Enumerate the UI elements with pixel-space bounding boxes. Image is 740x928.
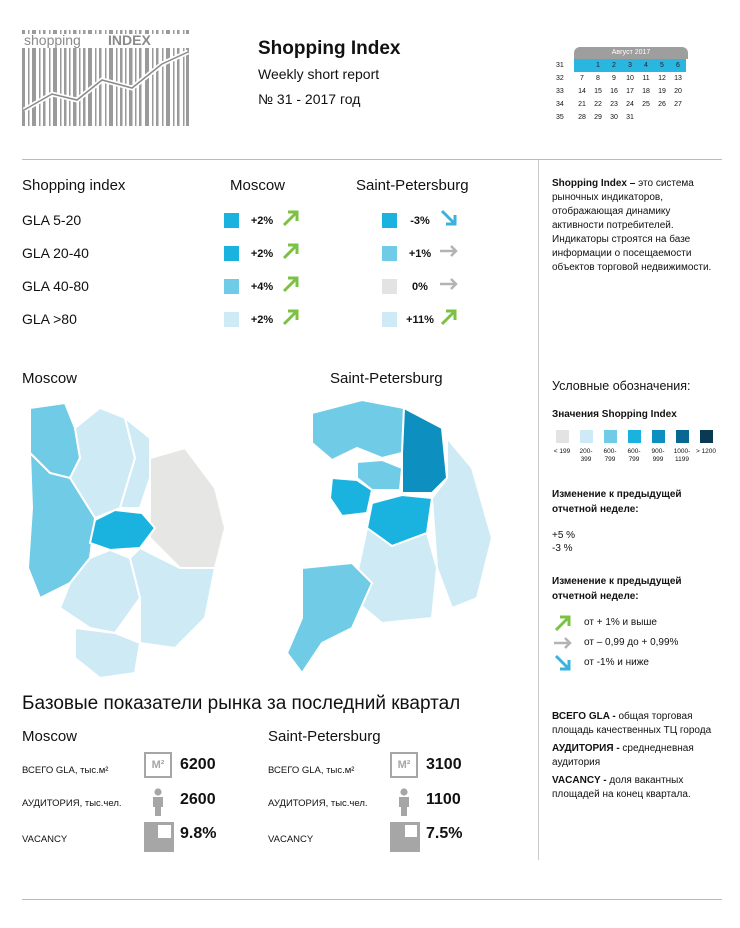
definition-item [552, 710, 722, 738]
market-vacancy-label: VACANCY [22, 834, 68, 845]
legend-values-title: Значения Shopping Index [552, 409, 677, 420]
sidebar-intro [552, 177, 722, 275]
legend-trend-text: от – 0,99 до + 0,99% [584, 637, 679, 648]
index-moscow-change: +2% [250, 215, 274, 227]
legend-label: 1000-1199 [673, 448, 691, 463]
calendar-day: 15 [594, 88, 602, 95]
market-vacancy-value: 7.5% [426, 825, 463, 842]
trend-up-icon [280, 207, 302, 229]
legend-title: Условные обозначения: [552, 379, 691, 393]
report-issue: № 31 - 2017 год [258, 91, 361, 107]
index-moscow-color-swatch [224, 312, 239, 327]
calendar-day: 24 [626, 101, 634, 108]
calendar-week-number: 33 [556, 88, 564, 95]
area-m2-icon: М² [390, 752, 418, 778]
legend-label: 200-399 [579, 448, 593, 463]
vacancy-icon [390, 822, 420, 852]
calendar-day [638, 111, 654, 124]
person-icon [396, 788, 412, 816]
calendar-day: 31 [626, 114, 634, 121]
index-row-label: GLA 20-40 [22, 245, 89, 261]
trend-up-icon [280, 240, 302, 262]
calendar-day: 5 [654, 59, 670, 72]
calendar-day: 7 [580, 75, 584, 82]
calendar-week-number: 34 [556, 101, 564, 108]
vacancy-fraction-square [158, 825, 171, 838]
legend-swatch [700, 430, 713, 443]
calendar-day: 6 [670, 59, 686, 72]
calendar-day: 16 [610, 88, 618, 95]
calendar-day: 1 [590, 59, 606, 72]
legend-label: 600-799 [627, 448, 641, 463]
calendar [556, 47, 688, 124]
calendar-week-row [556, 98, 688, 111]
legend-swatch [604, 430, 617, 443]
calendar-week-row [556, 72, 688, 85]
moscow-district-far-south [75, 628, 140, 678]
calendar-day: 28 [578, 114, 586, 121]
calendar-day: 29 [594, 114, 602, 121]
calendar-week-number: 32 [556, 75, 564, 82]
change-value-up: +5 % [552, 530, 576, 541]
logo-text-a: shopping [24, 32, 81, 48]
index-spb-color-swatch [382, 312, 397, 327]
definition-term: АУДИТОРИЯ - [552, 743, 620, 754]
legend-trend-text: от -1% и ниже [584, 657, 649, 668]
legend-trend-text: от + 1% и выше [584, 617, 657, 628]
index-header: Shopping index [22, 177, 126, 194]
legend-label: 600-799 [603, 448, 617, 463]
index-spb-change: 0% [412, 281, 428, 293]
trend-up-icon [280, 273, 302, 295]
calendar-day: 2 [606, 59, 622, 72]
calendar-day: 18 [642, 88, 650, 95]
index-spb-change: +1% [408, 248, 432, 260]
spb-district-north-west [312, 400, 404, 460]
calendar-day: 17 [626, 88, 634, 95]
market-audience-value: 1100 [426, 791, 461, 808]
divider-top [22, 159, 722, 160]
person-icon [150, 788, 166, 816]
calendar-day: 19 [658, 88, 666, 95]
index-spb-color-swatch [382, 213, 397, 228]
definition-text: среднедневная аудитория [552, 743, 694, 768]
calendar-month: Август 2017 [574, 47, 688, 59]
divider-bottom [22, 899, 722, 900]
calendar-day: 12 [658, 75, 666, 82]
calendar-week-number: 31 [556, 62, 564, 69]
map-moscow-title: Moscow [22, 370, 78, 387]
moscow-district-east [150, 448, 225, 568]
moscow-map [20, 398, 245, 683]
sidebar-intro-bold: Shopping Index – [552, 178, 636, 189]
report-title: Shopping Index [258, 38, 401, 59]
definition-item [552, 774, 722, 802]
index-moscow-color-swatch [224, 246, 239, 261]
calendar-day [574, 59, 590, 72]
calendar-day: 3 [622, 59, 638, 72]
market-audience-label: АУДИТОРИЯ, тыс.чел. [22, 798, 122, 809]
index-moscow-change: +2% [250, 314, 274, 326]
calendar-day: 20 [674, 88, 682, 95]
calendar-day: 21 [578, 101, 586, 108]
calendar-week-row [556, 111, 688, 124]
market-gla-value: 6200 [180, 756, 216, 773]
trend-up-icon [280, 306, 302, 328]
calendar-day: 27 [674, 101, 682, 108]
legend-swatch [556, 430, 569, 443]
market-title: Базовые показатели рынка за последний квартал [22, 693, 461, 714]
trend-up-icon [438, 306, 460, 328]
shopping-index-logo [22, 30, 190, 126]
index-moscow-change: +2% [250, 248, 274, 260]
change-title-1: Изменение к предыдущей отчетной неделе: [552, 489, 682, 515]
market-audience-label: АУДИТОРИЯ, тыс.чел. [268, 798, 368, 809]
market-city-name: Moscow [22, 728, 78, 745]
index-row-label: GLA >80 [22, 311, 77, 327]
index-spb-change: +11% [406, 314, 434, 326]
index-moscow-change: +4% [250, 281, 274, 293]
index-moscow-color-swatch [224, 213, 239, 228]
index-moscow-color-swatch [224, 279, 239, 294]
calendar-day: 9 [612, 75, 616, 82]
calendar-day: 4 [638, 59, 654, 72]
definition-item [552, 742, 722, 770]
calendar-day: 26 [658, 101, 666, 108]
report-subtitle: Weekly short report [258, 66, 380, 82]
map-spb-title: Saint-Petersburg [330, 370, 443, 387]
index-spb-change: -3% [410, 215, 430, 227]
legend-trend-up-icon [552, 612, 574, 634]
legend-label: 900-999 [651, 448, 665, 463]
calendar-day: 13 [674, 75, 682, 82]
legend-swatch [652, 430, 665, 443]
legend-swatch [580, 430, 593, 443]
calendar-week-number: 35 [556, 114, 564, 121]
logo-text-b: INDEX [108, 32, 151, 48]
index-spb-header: Saint-Petersburg [356, 177, 469, 194]
calendar-day: 30 [610, 114, 618, 121]
market-audience-value: 2600 [180, 791, 216, 808]
market-vacancy-value: 9.8% [180, 825, 217, 842]
calendar-day: 14 [578, 88, 586, 95]
definition-text: общая торговая площадь качественных ТЦ города [552, 711, 712, 736]
legend-trend-down-icon [552, 652, 574, 674]
index-spb-color-swatch [382, 279, 397, 294]
market-vacancy-label: VACANCY [268, 834, 314, 845]
definition-term: ВСЕГО GLA - [552, 711, 616, 722]
legend-swatch [676, 430, 689, 443]
vacancy-icon [144, 822, 174, 852]
spb-map [282, 398, 507, 683]
sidebar-intro-text: это система рыночных индикаторов, отображающая динамику активности потребителей. Индикаторы строятся на базе информации о посещаемости объектов торговой недвижимости. [552, 178, 712, 273]
calendar-day: 10 [626, 75, 634, 82]
market-gla-value: 3100 [426, 756, 462, 773]
index-row-label: GLA 5-20 [22, 212, 82, 228]
calendar-week-row [556, 59, 688, 72]
divider-vertical [538, 160, 539, 860]
change-title-2: Изменение к предыдущей отчетной неделе: [552, 576, 682, 602]
calendar-day: 22 [594, 101, 602, 108]
index-row-label: GLA 40-80 [22, 278, 89, 294]
market-gla-label: ВСЕГО GLA, тыс.м² [268, 765, 355, 776]
trend-flat-icon [438, 273, 460, 295]
legend-trend-flat-icon [552, 632, 574, 654]
definition-text: доля вакантных площадей на конец квартала. [552, 775, 691, 800]
trend-down-icon [438, 207, 460, 229]
legend-swatch [628, 430, 641, 443]
legend-label: < 199 [553, 448, 571, 455]
definition-term: VACANCY - [552, 775, 607, 786]
vacancy-fraction-square [405, 825, 417, 837]
calendar-week-row [556, 85, 688, 98]
spb-district-south-west [287, 563, 372, 673]
trend-flat-icon [438, 240, 460, 262]
calendar-day: 23 [610, 101, 618, 108]
calendar-day: 11 [642, 75, 650, 82]
index-spb-color-swatch [382, 246, 397, 261]
spb-district-north-east [402, 408, 447, 493]
index-moscow-header: Moscow [230, 177, 286, 194]
area-m2-icon: М² [144, 752, 172, 778]
legend-label: > 1200 [695, 448, 717, 455]
market-city-name: Saint-Petersburg [268, 728, 381, 745]
calendar-day [654, 111, 670, 124]
change-value-down: -3 % [552, 543, 573, 554]
calendar-day: 8 [596, 75, 600, 82]
calendar-day: 25 [642, 101, 650, 108]
market-gla-label: ВСЕГО GLA, тыс.м² [22, 765, 109, 776]
calendar-day [670, 111, 686, 124]
